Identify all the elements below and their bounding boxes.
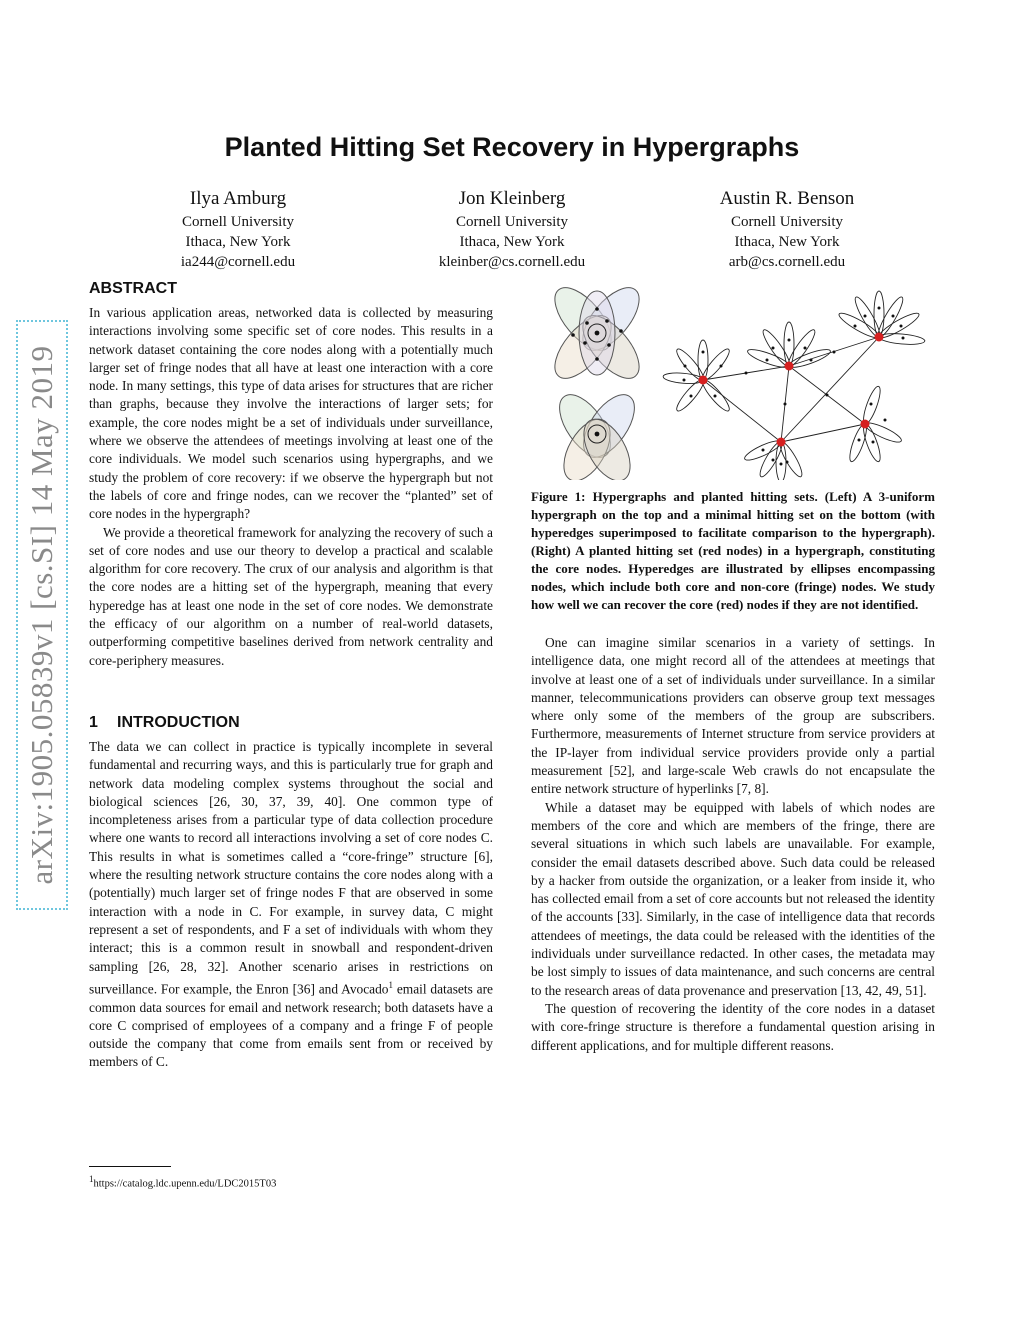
author-block <box>382 186 642 272</box>
author-email: arb@cs.cornell.edu <box>728 254 846 270</box>
author-name: Jon Kleinberg <box>458 188 566 209</box>
section-title: INTRODUCTION <box>117 713 240 731</box>
intro-text: The data we can collect in practice is typically incomplete in several fundamental and recurring ways, and this is particularly true for graph and network data modeling complex systems throughout the social and biological sciences [26, 30, 37, 39, 40]. One common type of incompleteness arises from a particular type of data collection procedure where one wants to record all interactions involving a set of core nodes C. This results in what is sometimes called a “core-fringe” structure [6], where the resulting network structure contains the core nodes along with a (potentially) much larger set of fringe nodes F that are observed in some interaction with a node in C. For example, in survey data, C might represent a set of respondents, and F a set of individuals with whom they interact; this is a common result in snowball and respondent-driven sampling [26, 28, 32]. Another scenario arises in restrictions on surveillance. For example, the Enron [36] and Avocado <box>89 738 493 997</box>
arxiv-stamp-text: arXiv:1905.05839v1 [cs.SI] 14 May 2019 <box>24 345 59 885</box>
footnote <box>89 1174 276 1190</box>
figure-caption: Figure 1: Hypergraphs and planted hitting sets. (Left) A 3-uniform hypergraph on the top and a minimal hitting set on the bottom (with hyperedges superimposed to facilitate comparison to the hypergraph). (Right) A planted hitting set (red nodes) in a hypergraph, constituting the core nodes. Hyperedges are illustrated by ellipses encompassing nodes, which include both core and non-core (fringe) nodes. We study how well we can recover the core (red) nodes if they are not identified. <box>531 489 935 612</box>
footnote-rule <box>89 1166 171 1167</box>
intro-paragraph <box>89 738 493 1072</box>
abstract-paragraph: We provide a theoretical framework for analyzing the recovery of such a set of core nodes and use our theory to develop a practical and scalable algorithm for core recovery. The crux of our analysis and algorithm is that the core nodes are a hitting set of the hypergraph, meaning that every hyperedge has at least one node in the set of core nodes. We demonstrate the efficacy of our algorithm on a number of real-world datasets, outperforming competitive baselines derived from network centrality and core-periphery measures. <box>89 524 493 668</box>
abstract-paragraph: In various application areas, networked data is collected by measuring interactions involving some specific set of core nodes. This results in a network dataset containing the core nodes along with a potentially much larger set of fringe nodes that all have at least one interaction with a core node. In many settings, this type of data arises for structures that are richer than graphs, because they involve the interactions of larger sets; for example, the core nodes might be a set of individuals under surveillance, where we observe the attendees of meetings involving at least one of the core individuals. We model such scenarios using hypergraphs, and we study the problem of core recovery: if we observe the hypergraph but not the labels of core and fringe nodes, can we recover the “planted” set of core nodes in the hypergraph? <box>89 305 493 522</box>
author-location: Ithaca, New York <box>185 234 291 250</box>
author-name: Ilya Amburg <box>189 188 287 209</box>
left-column <box>89 280 493 1072</box>
abstract-heading: ABSTRACT <box>89 280 177 297</box>
intro-text-tail: email datasets are common data sources for email and network research; both datasets have a core C comprised of employees of a company and a fringe F of people outside the company that come from emails sent from or received by members of C. <box>89 981 493 1070</box>
body-paragraph: The question of recovering the identity of the core nodes in a dataset with core-fringe structure is therefore a fundamental question arising in different applications, and for multiple different reasons. <box>531 1000 935 1053</box>
author-affiliation: Cornell University <box>181 214 295 230</box>
footnote-number: 1 <box>89 1174 94 1184</box>
body-paragraph: One can imagine similar scenarios in a variety of settings. In intelligence data, one might record all of the attendees at meetings that involve at least one of a set of individuals under surveillance. In a similar manner, telecommunications providers can observe group text messages where only some of the members of the group are subscribers. Furthermore, measurements of Internet structure from service providers at the IP-layer from individual service providers provide only a partial measurement [52], and large-scale Web crawls do not encapsulate the entire network structure of hyperlinks [7, 8]. <box>531 635 935 797</box>
author-name: Austin R. Benson <box>719 188 855 209</box>
author-location: Ithaca, New York <box>459 234 565 250</box>
hypergraph-top <box>545 280 649 388</box>
star-cluster-4 <box>847 385 904 464</box>
section-number: 1 <box>89 713 98 731</box>
paper-title: Planted Hitting Set Recovery in Hypergraphs <box>224 132 800 162</box>
hitting-set-bottom <box>550 386 645 480</box>
right-column <box>531 280 935 1055</box>
author-email: ia244@cornell.edu <box>180 254 296 270</box>
footnote-mark: 1 <box>388 979 394 990</box>
footnote-url: https://catalog.ldc.upenn.edu/LDC2015T03 <box>93 1178 277 1190</box>
star-cluster-5 <box>743 437 806 480</box>
author-affiliation: Cornell University <box>730 214 844 230</box>
figure-1-hypergraph <box>531 280 935 480</box>
arxiv-stamp <box>16 320 68 910</box>
body-paragraph: While a dataset may be equipped with labels of which nodes are members of the core and which are members of the fringe, there are several situations in which such labels are unavailable. For example, consider the email datasets described above. Such data could be released by a hacker from outside the organization, or a leaker from inside it, who has collected email from a set of core accounts but not released the identity of the accounts [33]. Similarly, in the case of intelligence data that records attendees of meetings, the data could be released with the identities of the individuals under surveillance redacted. In other cases, the metadata may be lost simply to issues of data maintenance, and such concerns are central to the research areas of data provenance and preservation [13, 42, 49, 51]. <box>531 799 935 998</box>
author-affiliation: Cornell University <box>455 214 569 230</box>
author-block <box>657 186 917 272</box>
author-block <box>108 186 368 272</box>
author-location: Ithaca, New York <box>734 234 840 250</box>
author-email: kleinber@cs.cornell.edu <box>438 254 586 270</box>
planted-hitting-set <box>663 291 926 480</box>
section-heading-introduction <box>89 714 493 732</box>
